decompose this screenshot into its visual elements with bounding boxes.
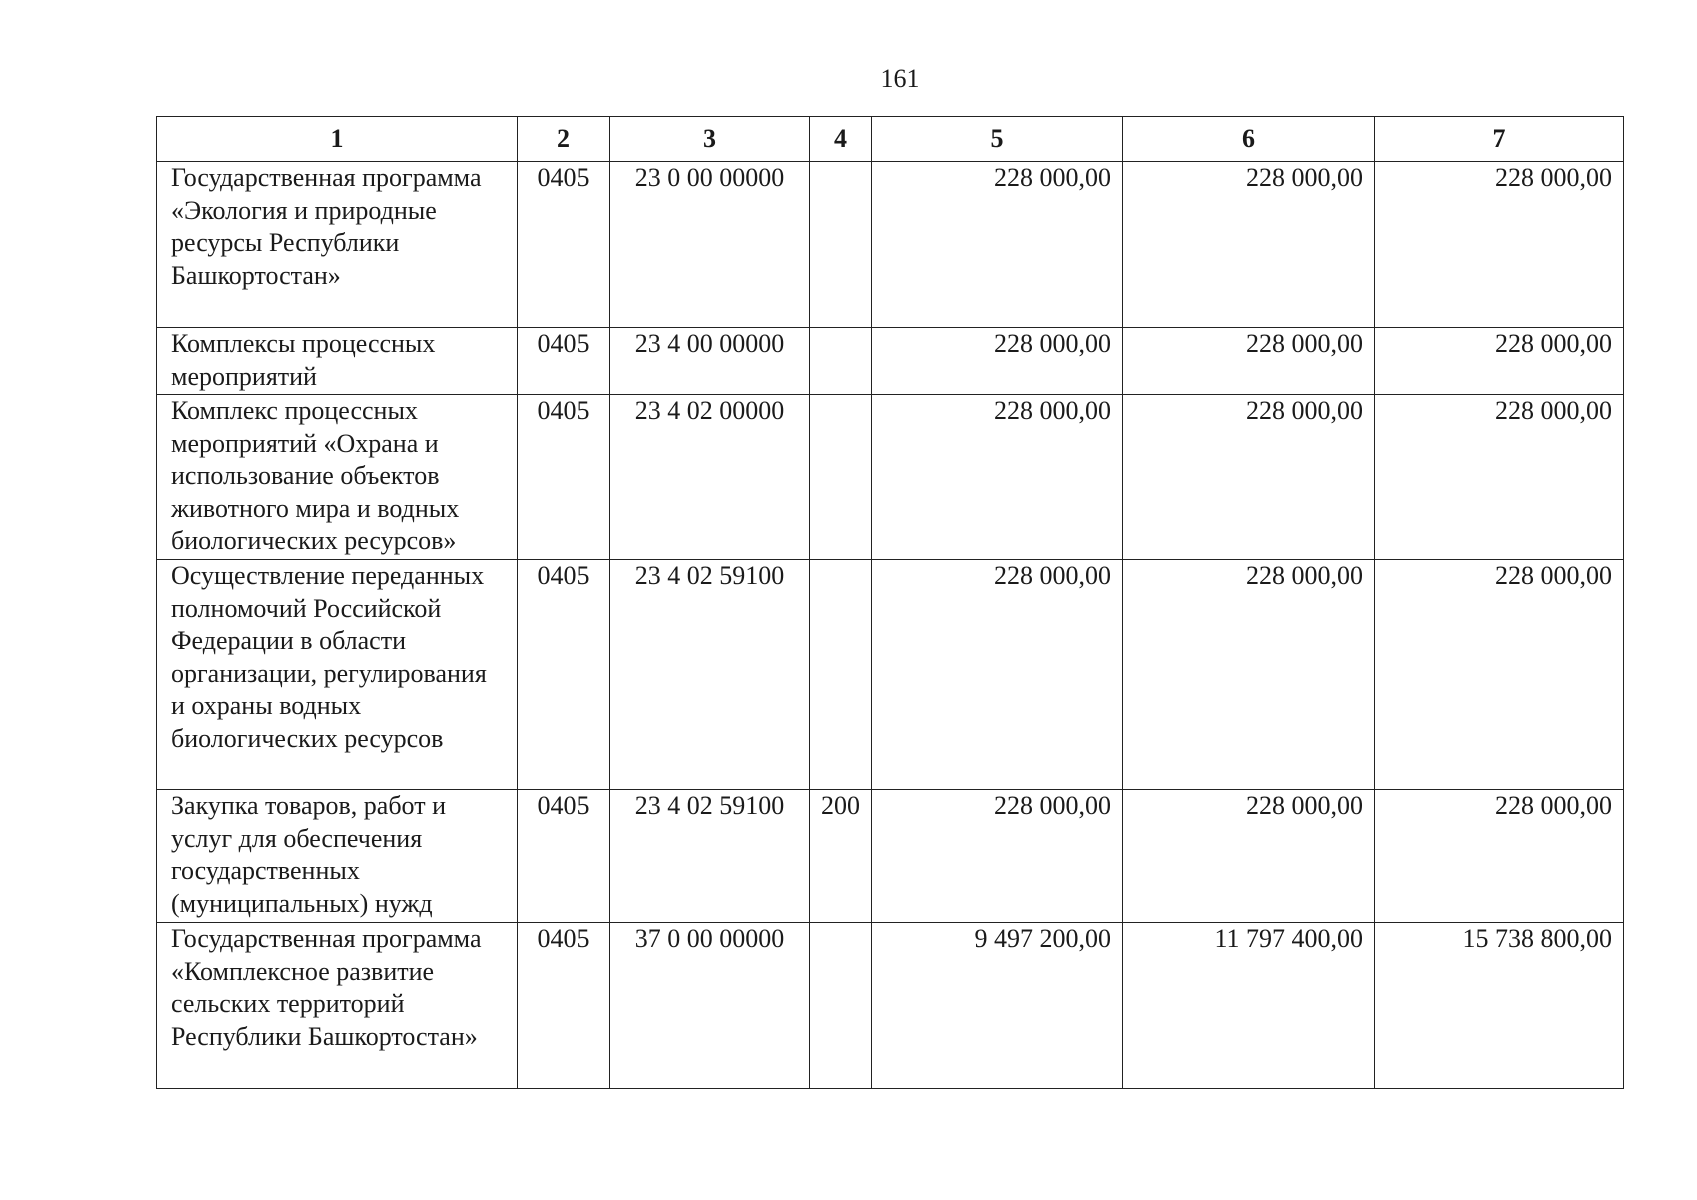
header-cell: 1 [157,117,518,162]
amount-cell: 11 797 400,00 [1123,923,1375,1089]
expense-type-cell [810,328,872,395]
name-cell: Закупка товаров, работ и услуг для обеспечения государственных (муниципальных) нужд [157,790,518,923]
amount-cell: 228 000,00 [1375,395,1624,560]
header-row [157,117,1624,162]
table-row [157,560,1624,790]
page-number: 161 [880,64,920,93]
table-row [157,328,1624,395]
table-row [157,162,1624,328]
target-cell: 23 4 00 00000 [610,328,810,395]
budget-table [156,116,1624,1089]
name-cell: Комплекс процессных мероприятий «Охрана и использование объектов животного мира и водных биологических ресурсов» [157,395,518,560]
header-cell: 3 [610,117,810,162]
table-row [157,395,1624,560]
name-cell: Осуществление переданных полномочий Российской Федерации в области организации, регулирования и охраны водных биологических ресурсов [157,560,518,790]
section-cell: 0405 [518,328,610,395]
expense-type-cell [810,923,872,1089]
header-cell: 4 [810,117,872,162]
section-cell: 0405 [518,395,610,560]
name-cell: Комплексы процессных мероприятий [157,328,518,395]
target-cell: 23 0 00 00000 [610,162,810,328]
section-cell: 0405 [518,162,610,328]
amount-cell: 228 000,00 [1375,328,1624,395]
header-cell: 2 [518,117,610,162]
amount-cell: 228 000,00 [872,328,1123,395]
target-cell: 23 4 02 00000 [610,395,810,560]
expense-type-cell [810,560,872,790]
header-cell: 5 [872,117,1123,162]
amount-cell: 228 000,00 [872,395,1123,560]
expense-type-cell [810,395,872,560]
expense-type-cell: 200 [810,790,872,923]
amount-cell: 9 497 200,00 [872,923,1123,1089]
amount-cell: 228 000,00 [872,560,1123,790]
amount-cell: 228 000,00 [1123,790,1375,923]
amount-cell: 228 000,00 [1375,560,1624,790]
section-cell: 0405 [518,790,610,923]
name-cell: Государственная программа «Экология и природные ресурсы Республики Башкортостан» [157,162,518,328]
section-cell: 0405 [518,560,610,790]
amount-cell: 228 000,00 [1375,162,1624,328]
section-cell: 0405 [518,923,610,1089]
amount-cell: 228 000,00 [872,790,1123,923]
header-cell: 7 [1375,117,1624,162]
amount-cell: 228 000,00 [1123,328,1375,395]
target-cell: 37 0 00 00000 [610,923,810,1089]
table-row [157,923,1624,1089]
amount-cell: 228 000,00 [1375,790,1624,923]
header-cell: 6 [1123,117,1375,162]
amount-cell: 228 000,00 [1123,560,1375,790]
amount-cell: 15 738 800,00 [1375,923,1624,1089]
table-row [157,790,1624,923]
name-cell: Государственная программа «Комплексное развитие сельских территорий Республики Башкортостан» [157,923,518,1089]
expense-type-cell [810,162,872,328]
amount-cell: 228 000,00 [1123,395,1375,560]
target-cell: 23 4 02 59100 [610,790,810,923]
amount-cell: 228 000,00 [872,162,1123,328]
amount-cell: 228 000,00 [1123,162,1375,328]
target-cell: 23 4 02 59100 [610,560,810,790]
